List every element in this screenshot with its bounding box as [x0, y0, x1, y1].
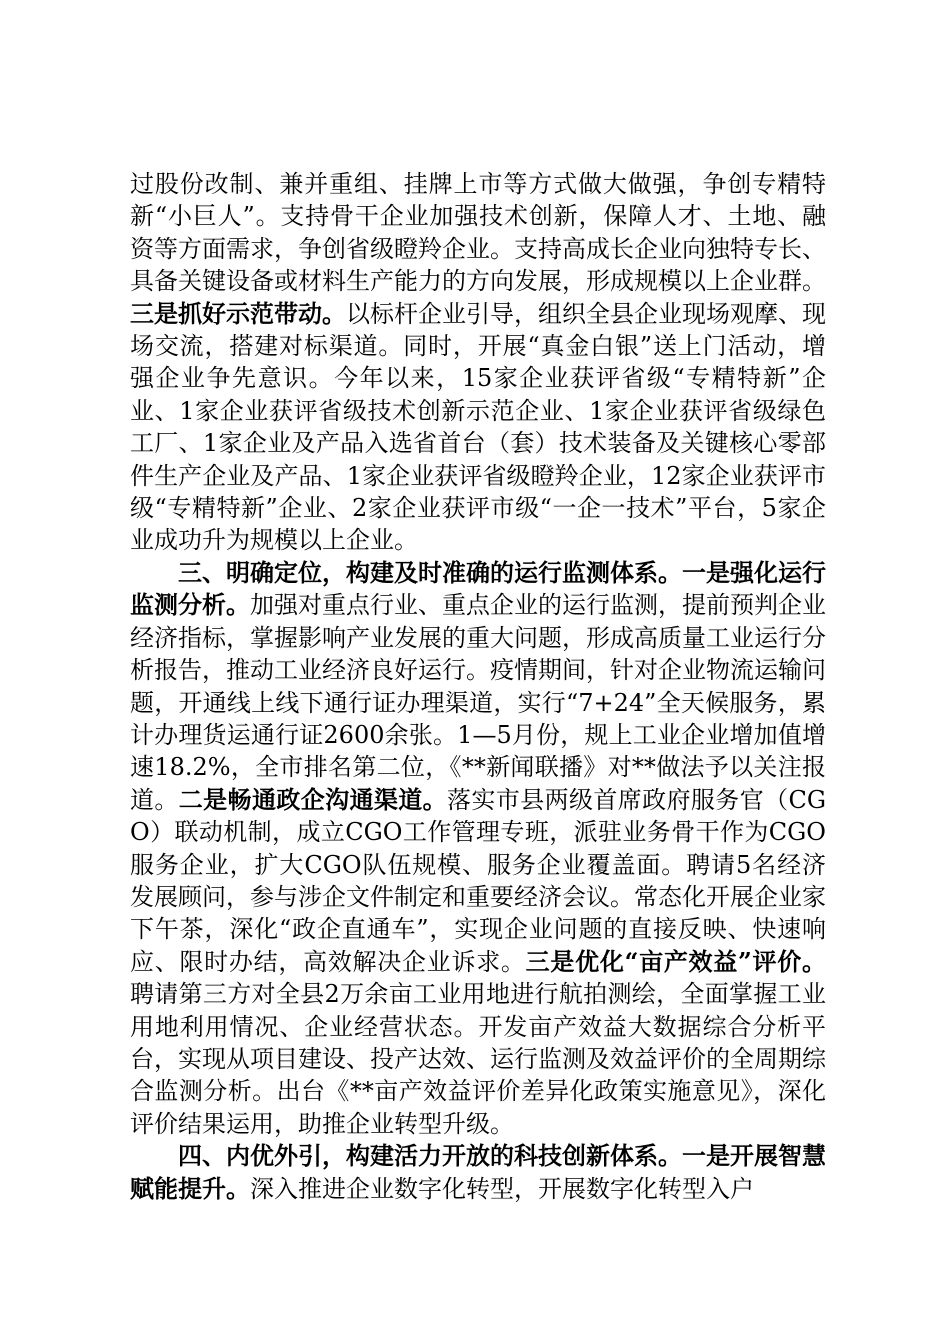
text-run: 以标杆企业引导，组织全县企业现场观摩、现场交流，搭建对标渠道。同时，开展“真金白银”送上门活动，增强企业争先意识。今年以来，15家企业获评省级“专精特新”企业、1家企业获评省级技术创新示范企业、1家企业获评省级绿色工厂、1家企业及产品入选省首台（套）技术装备及关键核心零部件生产企业及产品、1家企业获评省级瞪羚企业，12家企业获评市级“专精特新”企业、2家企业获评市级“一企一技术”平台，5家企业成功升为规模以上企业。 — [130, 299, 826, 555]
bold-heading-run: 四、内优外引，构建活力开放的科技创新体系。一是开展智慧赋能提升。 — [130, 1141, 826, 1203]
text-run: 深入推进企业数字化转型，开展数字化转型入户 — [250, 1174, 754, 1203]
document-page — [130, 168, 826, 1205]
body-paragraph — [130, 168, 826, 557]
bold-heading-run: 三是抓好示范带动。 — [130, 298, 346, 328]
text-run: 落实市县两级首席政府服务官（CGO）联动机制，成立CGO工作管理专班，派驻业务骨干作为CGO服务企业，扩大CGO队伍规模、服务企业覆盖面。聘请5名经济发展顾问，参与涉企文件制定和重要经济会议。常态化开展企业家下午茶，深化“政企直通车”，实现企业问题的直接反映、快速响应、限时办结，高效解决企业诉求。 — [130, 785, 827, 976]
bold-heading-run: 二是畅通政企沟通渠道。 — [178, 784, 448, 814]
bold-heading-run: 三是优化“亩产效益”评价。 — [525, 946, 827, 976]
text-run: 过股份改制、兼并重组、挂牌上市等方式做大做强，争创专精特新“小巨人”。支持骨干企业加强技术创新，保障人才、土地、融资等方面需求，争创省级瞪羚企业。支持高成长企业向独特专长、具备关键设备或材料生产能力的方向发展，形成规模以上企业群。 — [130, 170, 826, 296]
text-run: 聘请第三方对全县2万余亩工业用地进行航拍测绘，全面掌握工业用地利用情况、企业经营状态。开发亩产效益大数据综合分析平台，实现从项目建设、投产达效、运行监测及效益评价的全周期综合监测分析。出台《**亩产效益评价差异化政策实施意见》，深化评价结果运用，助推企业转型升级。 — [130, 980, 826, 1138]
body-paragraph — [130, 1140, 826, 1205]
text-run: 加强对重点行业、重点企业的运行监测，提前预判企业经济指标，掌握影响产业发展的重大问题，形成高质量工业运行分析报告，推动工业经济良好运行。疫情期间，针对企业物流运输问题，开通线上线下通行证办理渠道，实行“7+24”全天候服务，累计办理货运通行证2600余张。1—5月份，规上工业企业增加值增速18.2%，全市排名第二位，《**新闻联播》对**做法予以关注报道。 — [130, 591, 826, 814]
bold-heading-run: 三、明确定位，构建及时准确的运行监测体系。一是强化运行监测分析。 — [130, 557, 826, 620]
body-paragraph — [130, 557, 826, 1140]
